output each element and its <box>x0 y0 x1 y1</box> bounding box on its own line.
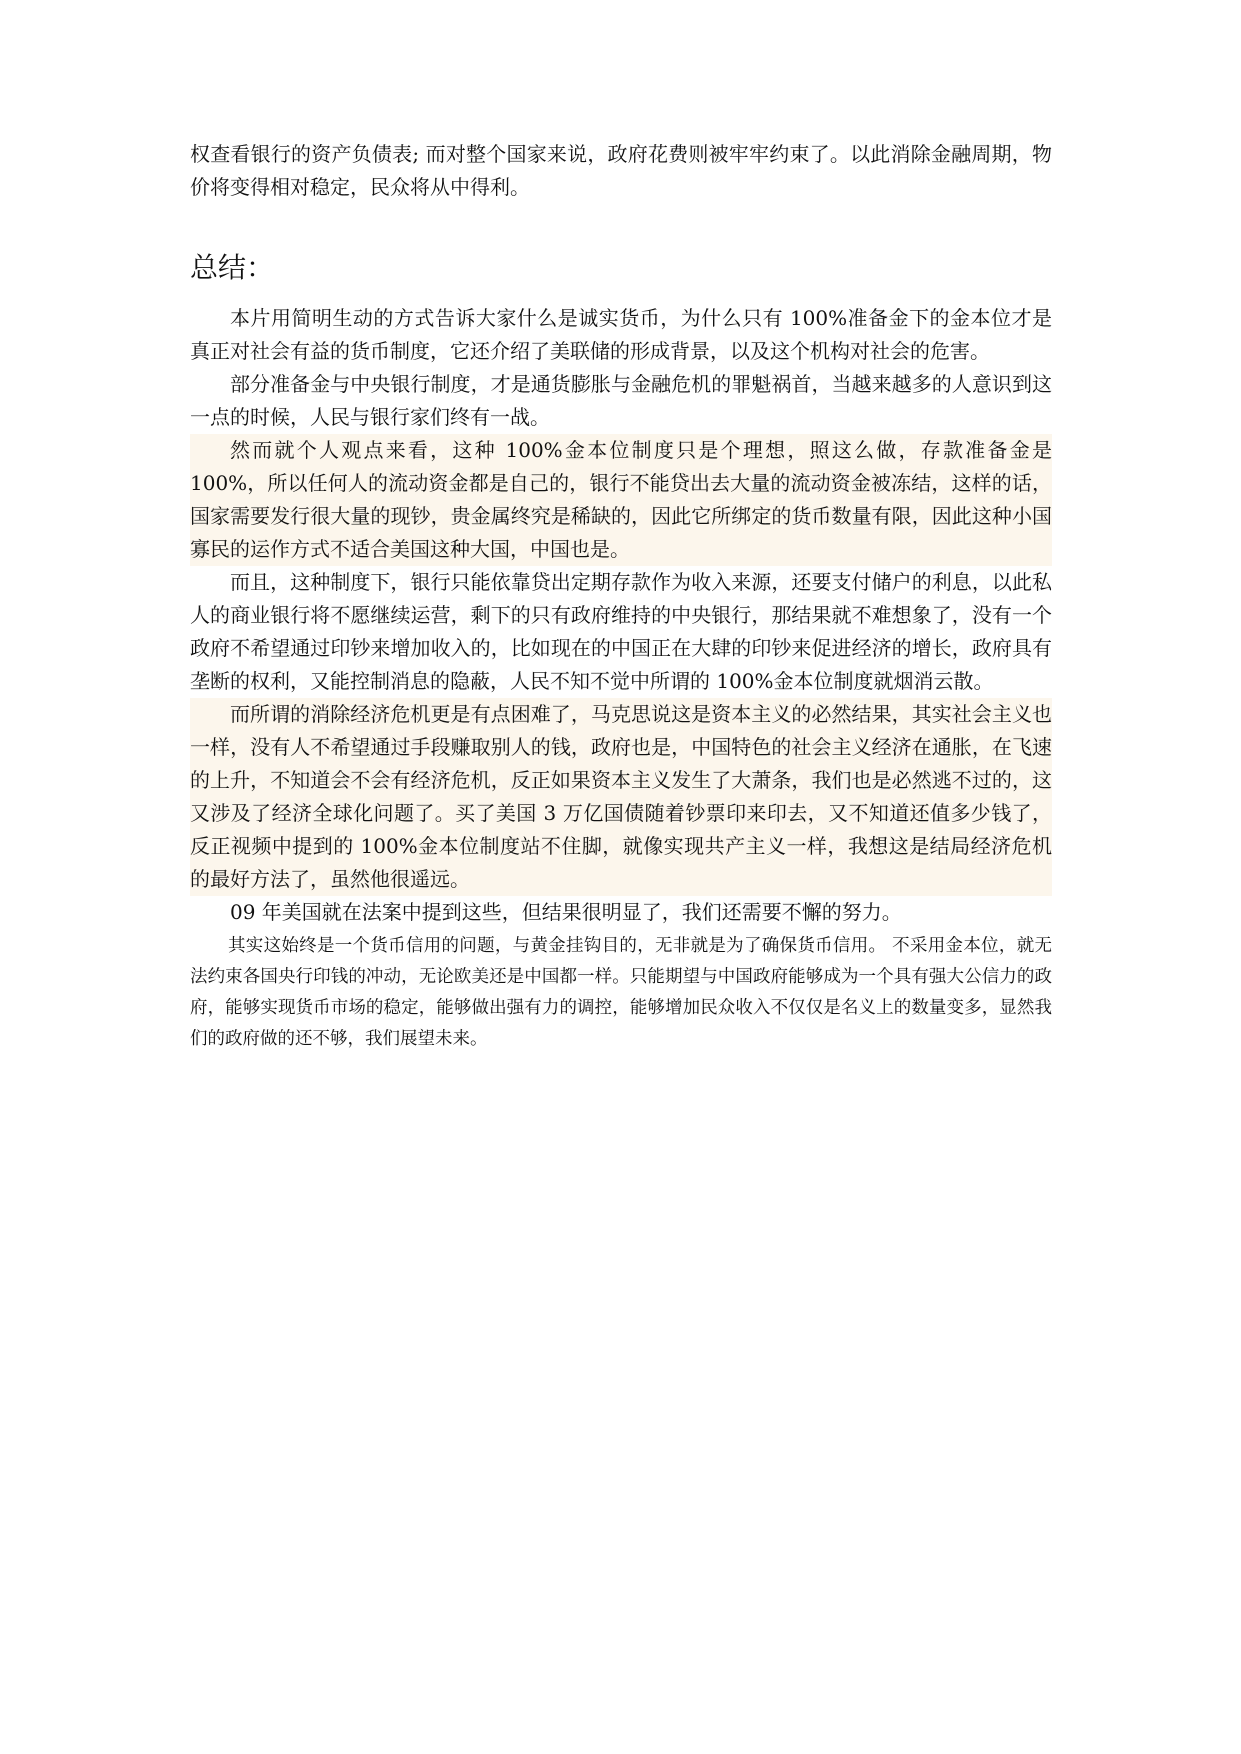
document-page <box>190 138 1052 1055</box>
intro-paragraph: 权查看银行的资产负债表; 而对整个国家来说，政府花费则被牢牢约束了。以此消除金融周期，物价将变得相对稳定，民众将从中得利。 <box>190 142 1052 199</box>
body-paragraph: 09 年美国就在法案中提到这些，但结果很明显了，我们还需要不懈的努力。 <box>230 900 902 924</box>
closing-paragraph: 其实这始终是一个货币信用的问题，与黄金挂钩目的，无非就是为了确保货币信用。 不采用金本位，就无法约束各国央行印钱的冲动，无论欧美还是中国都一样。只能期望与中国政府能够成为一个具有强大公信力的政府，能够实现货币市场的稳定，能够做出强有力的调控，能够增加民众收入不仅仅是名义上的数量变多，显然我们的政府做的还不够，我们展望未来。 <box>190 936 1052 1049</box>
body-paragraph: 而所谓的消除经济危机更是有点困难了，马克思说这是资本主义的必然结果，其实社会主义也一样，没有人不希望通过手段赚取别人的钱，政府也是，中国特色的社会主义经济在通胀，在飞速的上升，不知道会不会有经济危机，反正如果资本主义发生了大萧条，我们也是必然逃不过的，这又涉及了经济全球化问题了。买了美国 3 万亿国债随着钞票印来印去，又不知道还值多少钱了，反正视频中提到的 100%金本位制度站不住脚，就像实现共产主义一样，我想这是结局经济危机的最好方法了，虽然他很遥远。 <box>190 698 1052 896</box>
body-paragraph: 本片用简明生动的方式告诉大家什么是诚实货币，为什么只有 100%准备金下的金本位才是真正对社会有益的货币制度，它还介绍了美联储的形成背景，以及这个机构对社会的危害。 <box>190 306 1052 363</box>
body-paragraph: 然而就个人观点来看，这种 100%金本位制度只是个理想，照这么做，存款准备金是 100%，所以任何人的流动资金都是自己的，银行不能贷出去大量的流动资金被冻结，这样的话，国家需要发行很大量的现钞，贵金属终究是稀缺的，因此它所绑定的货币数量有限，因此这种小国寡民的运作方式不适合美国这种大国，中国也是。 <box>190 434 1052 566</box>
body-paragraph: 而且，这种制度下，银行只能依靠贷出定期存款作为收入来源，还要支付储户的利息，以此私人的商业银行将不愿继续运营，剩下的只有政府维持的中央银行，那结果就不难想象了，没有一个政府不希望通过印钞来增加收入的，比如现在的中国正在大肆的印钞来促进经济的增长，政府具有垄断的权利，又能控制消息的隐蔽，人民不知不觉中所谓的 100%金本位制度就烟消云散。 <box>190 570 1052 693</box>
body-paragraph: 部分准备金与中央银行制度，才是通货膨胀与金融危机的罪魁祸首，当越来越多的人意识到这一点的时候，人民与银行家们终有一战。 <box>190 372 1052 429</box>
summary-heading: 总结： <box>190 251 275 284</box>
